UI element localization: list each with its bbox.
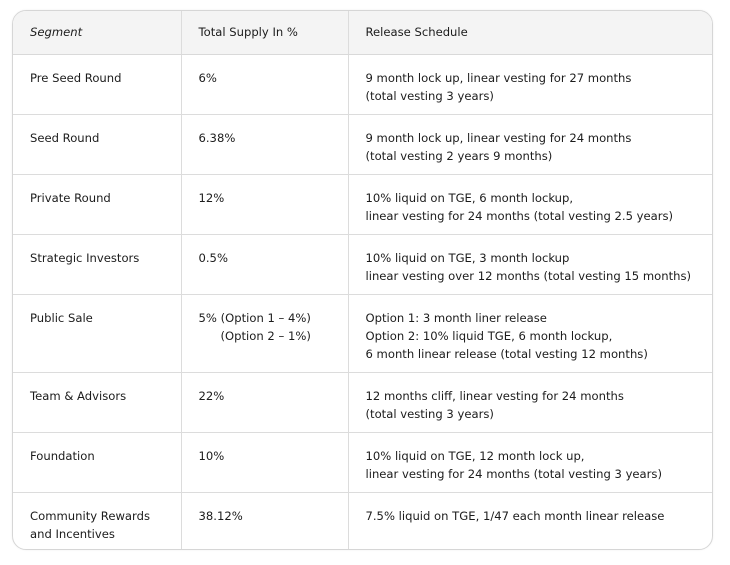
schedule-cell: 9 month lock up, linear vesting for 27 months (total vesting 3 years) bbox=[348, 54, 712, 114]
segment-cell: Foundation bbox=[13, 432, 181, 492]
segment-cell: Private Round bbox=[13, 174, 181, 234]
supply-cell: 10% bbox=[181, 432, 348, 492]
table-row bbox=[13, 432, 712, 492]
supply-cell: 38.12% bbox=[181, 492, 348, 550]
token-allocation-table-container bbox=[12, 10, 713, 550]
table-row bbox=[13, 372, 712, 432]
schedule-cell: 9 month lock up, linear vesting for 24 months (total vesting 2 years 9 months) bbox=[348, 114, 712, 174]
table-row bbox=[13, 54, 712, 114]
table-row bbox=[13, 492, 712, 550]
schedule-cell: Option 1: 3 month liner release Option 2: 10% liquid TGE, 6 month lockup, 6 month linear release (total vesting 12 months) bbox=[348, 294, 712, 372]
supply-cell: 22% bbox=[181, 372, 348, 432]
segment-cell: Team & Advisors bbox=[13, 372, 181, 432]
segment-cell: Pre Seed Round bbox=[13, 54, 181, 114]
segment-cell: Community Rewards and Incentives bbox=[13, 492, 181, 550]
supply-cell: 6% bbox=[181, 54, 348, 114]
table-row bbox=[13, 114, 712, 174]
header-release-schedule: Release Schedule bbox=[348, 11, 712, 54]
schedule-cell: 7.5% liquid on TGE, 1/47 each month linear release bbox=[348, 492, 712, 550]
schedule-cell: 12 months cliff, linear vesting for 24 months (total vesting 3 years) bbox=[348, 372, 712, 432]
supply-cell: 12% bbox=[181, 174, 348, 234]
supply-cell: 5% (Option 1 – 4%) (Option 2 – 1%) bbox=[181, 294, 348, 372]
table-row bbox=[13, 294, 712, 372]
schedule-cell: 10% liquid on TGE, 6 month lockup, linear vesting for 24 months (total vesting 2.5 years) bbox=[348, 174, 712, 234]
header-row bbox=[13, 11, 712, 54]
supply-cell: 0.5% bbox=[181, 234, 348, 294]
header-total-supply: Total Supply In % bbox=[181, 11, 348, 54]
header-segment: Segment bbox=[13, 11, 181, 54]
segment-cell: Seed Round bbox=[13, 114, 181, 174]
schedule-cell: 10% liquid on TGE, 12 month lock up, linear vesting for 24 months (total vesting 3 years) bbox=[348, 432, 712, 492]
supply-cell: 6.38% bbox=[181, 114, 348, 174]
token-allocation-table bbox=[13, 11, 712, 550]
segment-cell: Strategic Investors bbox=[13, 234, 181, 294]
segment-cell: Public Sale bbox=[13, 294, 181, 372]
schedule-cell: 10% liquid on TGE, 3 month lockup linear vesting over 12 months (total vesting 15 months) bbox=[348, 234, 712, 294]
table-row bbox=[13, 174, 712, 234]
table-row bbox=[13, 234, 712, 294]
